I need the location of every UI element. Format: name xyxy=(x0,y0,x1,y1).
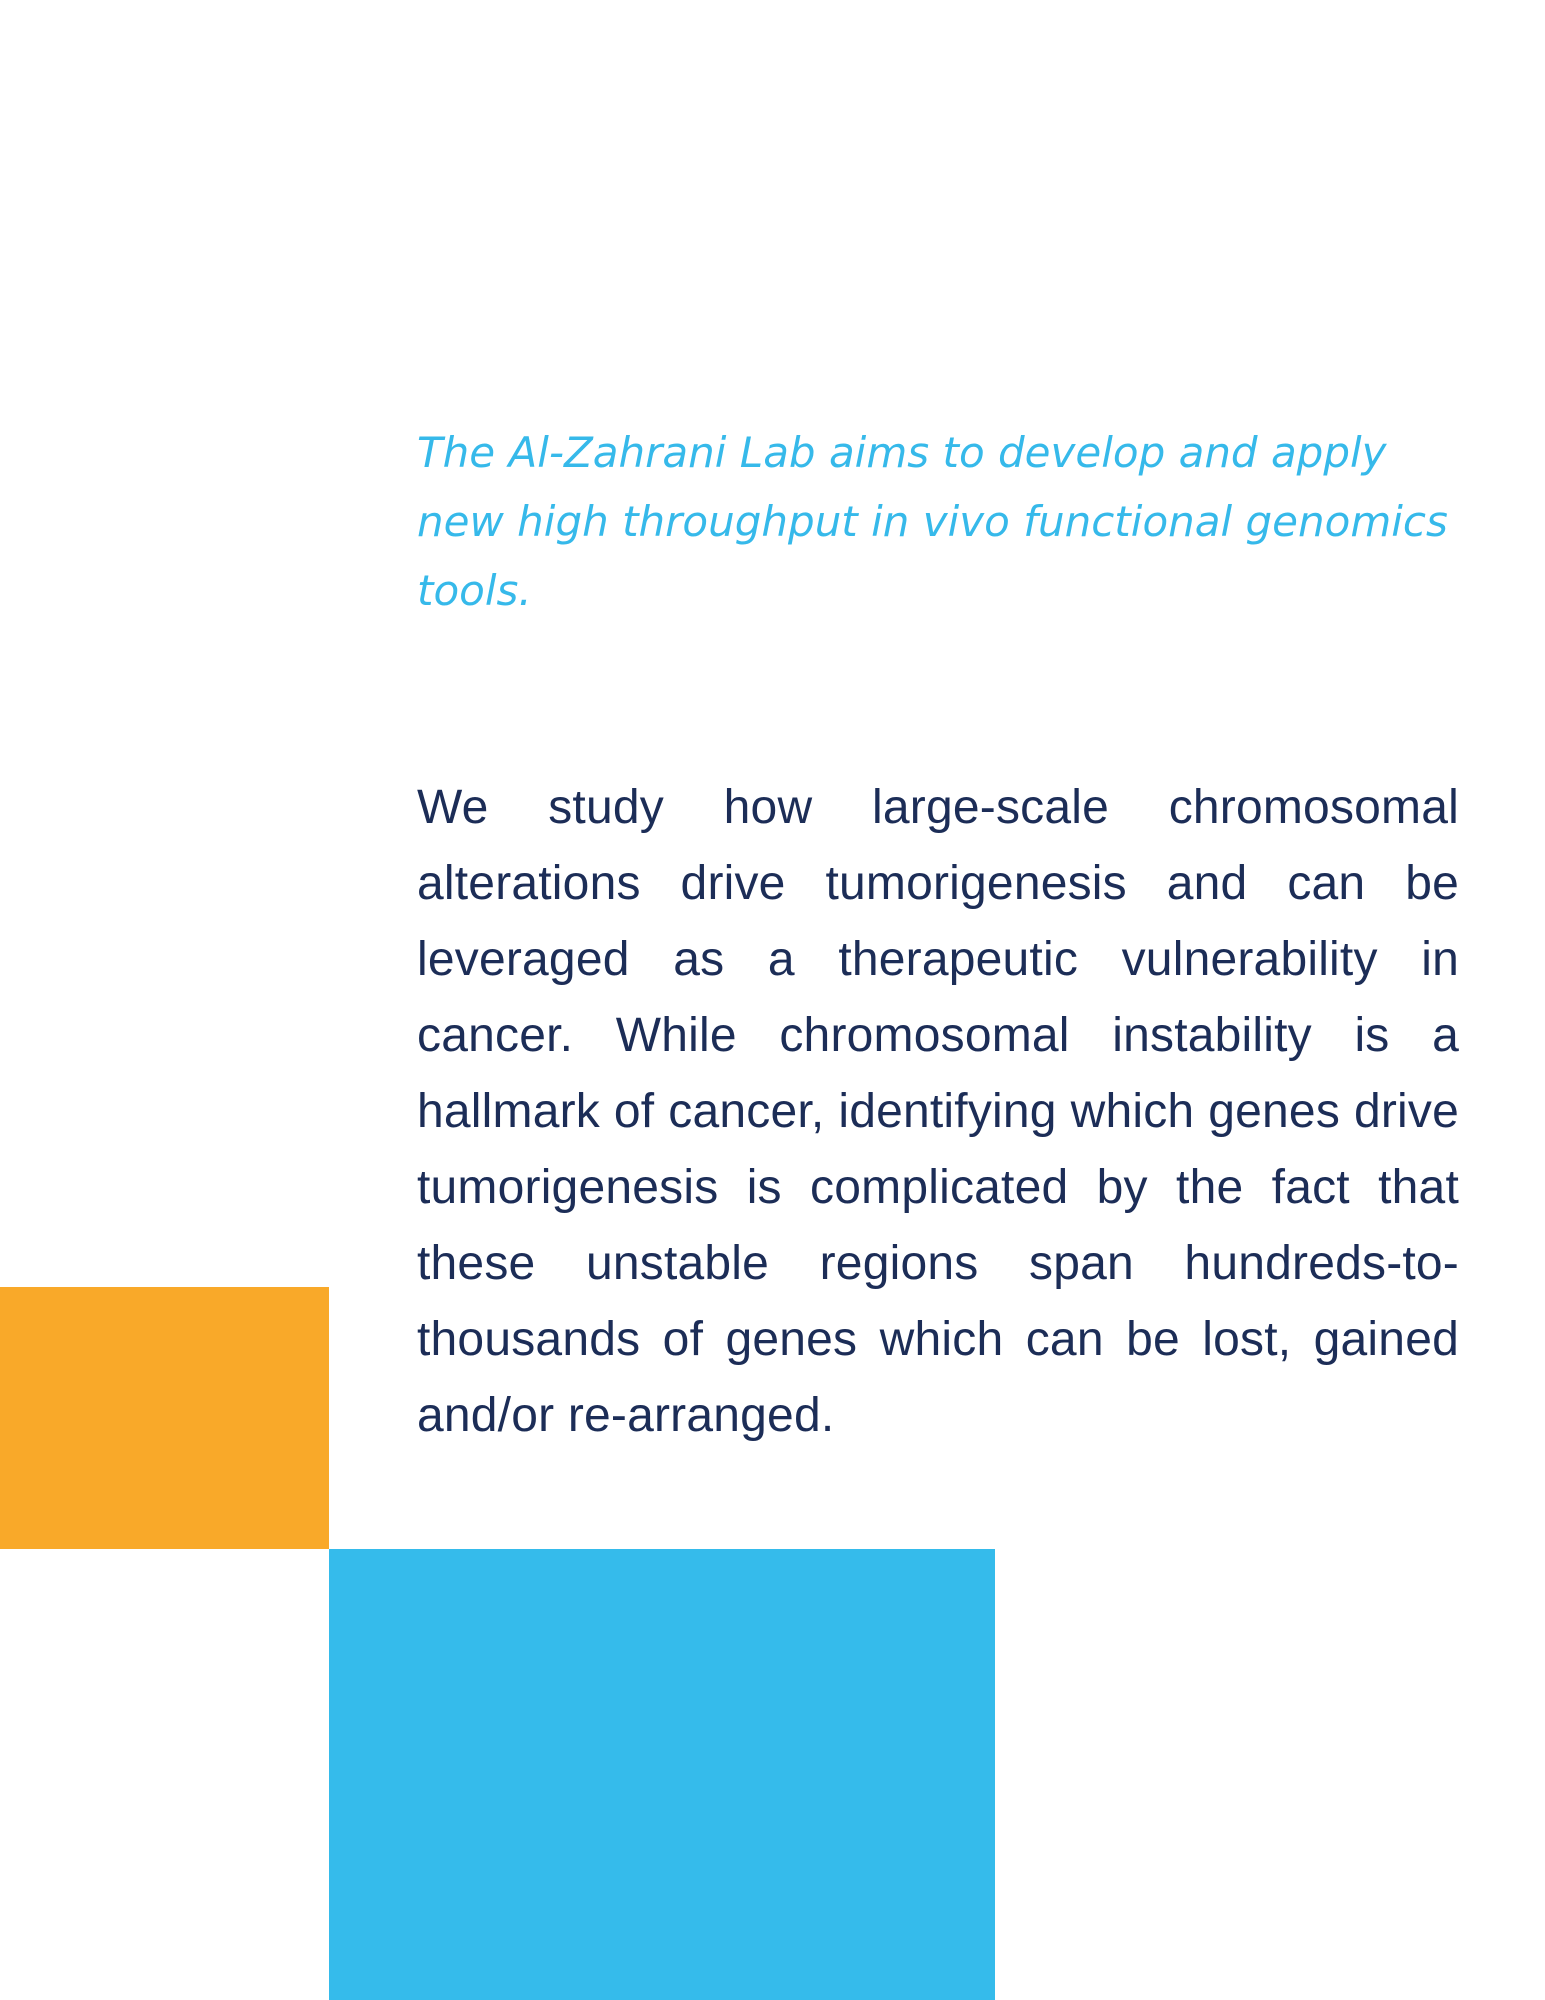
lab-tagline: The Al-Zahrani Lab aims to develop and apply new high throughput in vivo functional genomics tools. xyxy=(417,428,1448,615)
blue-decorative-block xyxy=(329,1549,995,2000)
orange-decorative-block xyxy=(0,1287,329,1549)
research-description: We study how large-scale chromosomal alterations drive tumorigenesis and can be leveraged as a therapeutic vulnerability in cancer. While chromosomal instability is a hallmark of cancer, identifying which genes drive tumorigenesis is complicated by the fact that these unstable regions span hundreds-to-thousands of genes which can be lost, gained and/or re-arranged. xyxy=(417,781,1459,1442)
